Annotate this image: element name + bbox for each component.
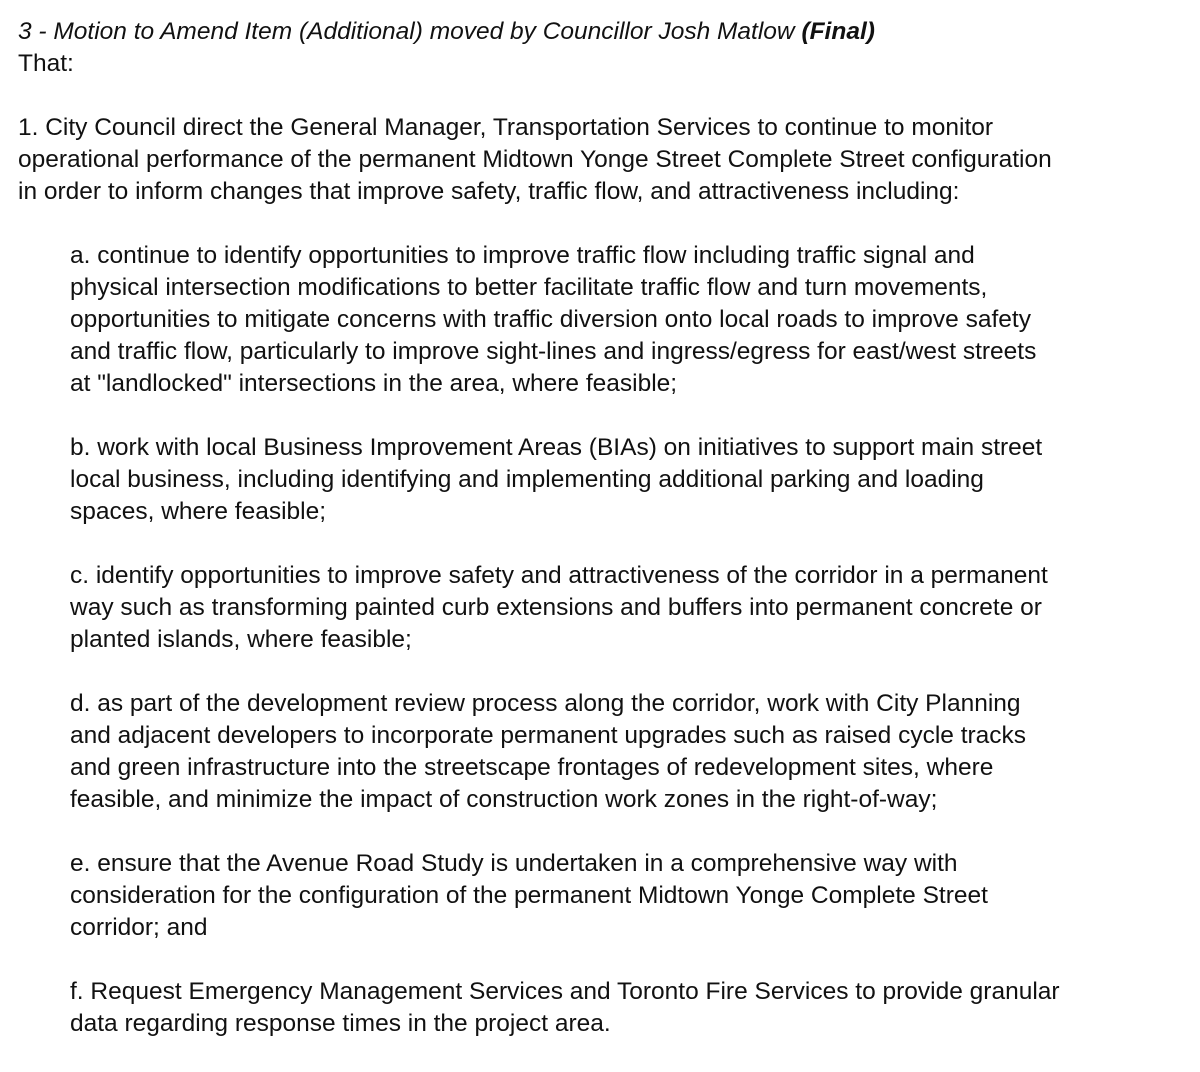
item-1-line: in order to inform changes that improve safety, traffic flow, and attractiveness including:	[18, 178, 960, 205]
sub-item-b-line: local business, including identifying and implementing additional parking and loading	[70, 466, 984, 493]
spacer	[18, 208, 1200, 240]
sub-item-a-line: at "landlocked" intersections in the area, where feasible;	[70, 370, 678, 397]
sub-item-d-line: and adjacent developers to incorporate permanent upgrades such as raised cycle tracks	[70, 722, 1027, 749]
motion-title	[18, 16, 1200, 48]
sub-item-a	[18, 240, 1200, 400]
sub-item-a-line: a. continue to identify opportunities to improve traffic flow including traffic signal and	[70, 242, 975, 269]
sub-item-c	[18, 560, 1200, 656]
sub-item-d	[18, 688, 1200, 816]
sub-item-c-line: c. identify opportunities to improve safety and attractiveness of the corridor in a permanent	[70, 562, 1048, 589]
sub-item-e-line: e. ensure that the Avenue Road Study is undertaken in a comprehensive way with	[70, 850, 958, 877]
sub-item-a-line: opportunities to mitigate concerns with traffic diversion onto local roads to improve safety	[70, 306, 1031, 333]
sub-item-b-line: b. work with local Business Improvement Areas (BIAs) on initiatives to support main street	[70, 434, 1043, 461]
sub-item-f-line: data regarding response times in the project area.	[70, 1010, 611, 1037]
sub-item-f	[18, 976, 1200, 1040]
sub-item-d-line: d. as part of the development review process along the corridor, work with City Planning	[70, 690, 1021, 717]
sub-item-b-line: spaces, where feasible;	[70, 498, 327, 525]
motion-title-text: 3 - Motion to Amend Item (Additional) moved by Councillor Josh Matlow	[18, 18, 795, 45]
sub-item-c-line: planted islands, where feasible;	[70, 626, 412, 653]
sub-item-f-line: f. Request Emergency Management Services and Toronto Fire Services to provide granular	[70, 978, 1060, 1005]
sub-item-c-line: way such as transforming painted curb extensions and buffers into permanent concrete or	[70, 594, 1042, 621]
spacer	[18, 816, 1200, 848]
item-1-line: 1. City Council direct the General Manager, Transportation Services to continue to monitor	[18, 114, 994, 141]
sub-item-a-line: and traffic flow, particularly to improve sight-lines and ingress/egress for east/west streets	[70, 338, 1037, 365]
sub-item-d-line: feasible, and minimize the impact of construction work zones in the right-of-way;	[70, 786, 938, 813]
sub-item-a-line: physical intersection modifications to better facilitate traffic flow and turn movements,	[70, 274, 988, 301]
spacer	[18, 528, 1200, 560]
item-1	[18, 112, 1200, 208]
motion-status: (Final)	[801, 18, 875, 45]
sub-item-b	[18, 432, 1200, 528]
spacer	[18, 400, 1200, 432]
motion-intro: That:	[18, 50, 74, 77]
spacer	[18, 656, 1200, 688]
item-1-line: operational performance of the permanent Midtown Yonge Street Complete Street configuration	[18, 146, 1052, 173]
sub-item-e-line: corridor; and	[70, 914, 208, 941]
spacer	[18, 80, 1200, 112]
sub-item-e	[18, 848, 1200, 944]
sub-item-d-line: and green infrastructure into the streetscape frontages of redevelopment sites, where	[70, 754, 994, 781]
sub-item-e-line: consideration for the configuration of the permanent Midtown Yonge Complete Street	[70, 882, 988, 909]
spacer	[18, 944, 1200, 976]
